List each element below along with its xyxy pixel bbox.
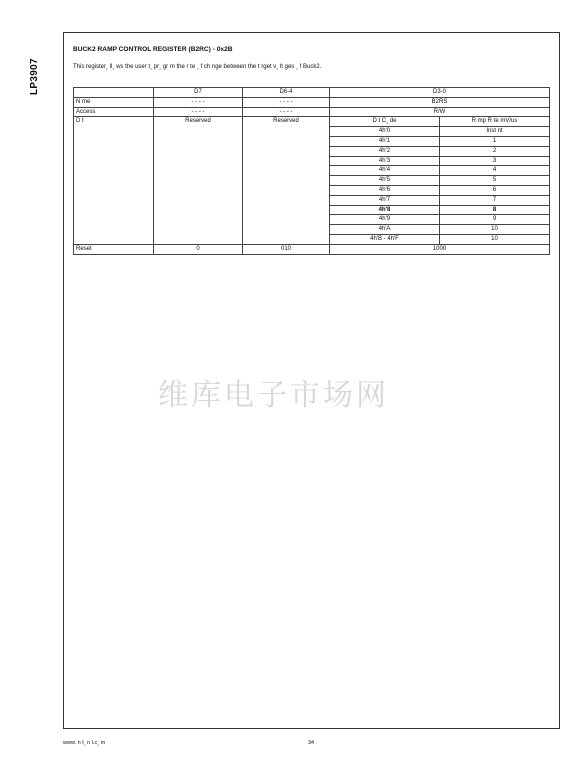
ramp-rate-header: R mp R te mV/us — [440, 117, 550, 127]
register-table — [73, 87, 550, 255]
footer-website: www. n t‸ n l.c‸ m — [63, 740, 106, 746]
footer-page-number: 34 — [308, 740, 315, 746]
data-code-cell: 4h'8 — [330, 205, 440, 215]
ramp-rate-cell: 1 — [440, 136, 550, 146]
reset-d3-0: 1000 — [330, 244, 550, 254]
data-code-cell: 4h'4 — [330, 166, 440, 176]
data-code-cell: 4h'3 — [330, 156, 440, 166]
register-description: This register‸ ll‸ ws the user t‸ pr‸ gr m the r te ‸ f ch nge between the t rget v‸ lt ges ‸ f Buck2. — [73, 64, 322, 70]
data-code-cell: 4h'B - 4h'F — [330, 234, 440, 244]
data-code-cell: 4h'9 — [330, 215, 440, 225]
ramp-rate-cell: 6 — [440, 185, 550, 195]
access-row — [74, 107, 550, 117]
product-side-label: LP3907 — [29, 58, 40, 95]
ramp-rate-cell: 4 — [440, 166, 550, 176]
ramp-rate-cell: 8 — [440, 205, 550, 215]
reset-d7: 0 — [154, 244, 243, 254]
data-code-cell: 4h'0 — [330, 127, 440, 137]
header-d7: D7 — [154, 88, 243, 98]
data-code-cell: 4h'5 — [330, 176, 440, 186]
data-d7: Reserved — [154, 117, 243, 244]
data-code-header: D t C‸ de — [330, 117, 440, 127]
data-code-cell: 4h'2 — [330, 146, 440, 156]
name-d6-4: - - - - — [243, 97, 330, 107]
watermark: 维库电子市场网 — [158, 378, 389, 413]
ramp-rate-cell: 5 — [440, 176, 550, 186]
header-blank — [74, 88, 154, 98]
reset-d6-4: 010 — [243, 244, 330, 254]
header-row — [74, 88, 550, 98]
ramp-rate-cell: 9 — [440, 215, 550, 225]
header-d6-4: D6-4 — [243, 88, 330, 98]
access-d3-0: R/W — [330, 107, 550, 117]
name-row — [74, 97, 550, 107]
access-row-label: Access — [74, 107, 154, 117]
ramp-rate-cell: 3 — [440, 156, 550, 166]
data-code-cell: 4h'1 — [330, 136, 440, 146]
access-d6-4: - - - - — [243, 107, 330, 117]
ramp-rate-cell: 10 — [440, 225, 550, 235]
name-d3-0: B2RS — [330, 97, 550, 107]
register-title: BUCK2 RAMP CONTROL REGISTER (B2RC) - 0x2B — [73, 46, 233, 53]
ramp-rate-cell: Inst nt — [440, 127, 550, 137]
ramp-rate-cell: 7 — [440, 195, 550, 205]
data-row — [74, 117, 550, 127]
name-row-label: N me — [74, 97, 154, 107]
ramp-rate-cell: 10 — [440, 234, 550, 244]
name-d7: - - - - — [154, 97, 243, 107]
data-d6-4: Reserved — [243, 117, 330, 244]
reset-row — [74, 244, 550, 254]
reset-row-label: Reset — [74, 244, 154, 254]
ramp-rate-cell: 2 — [440, 146, 550, 156]
header-d3-0: D3-0 — [330, 88, 550, 98]
data-code-cell: 4h'7 — [330, 195, 440, 205]
data-code-cell: 4h'6 — [330, 185, 440, 195]
access-d7: - - - - — [154, 107, 243, 117]
data-code-cell: 4h'A — [330, 225, 440, 235]
data-row-label: D t — [74, 117, 154, 244]
